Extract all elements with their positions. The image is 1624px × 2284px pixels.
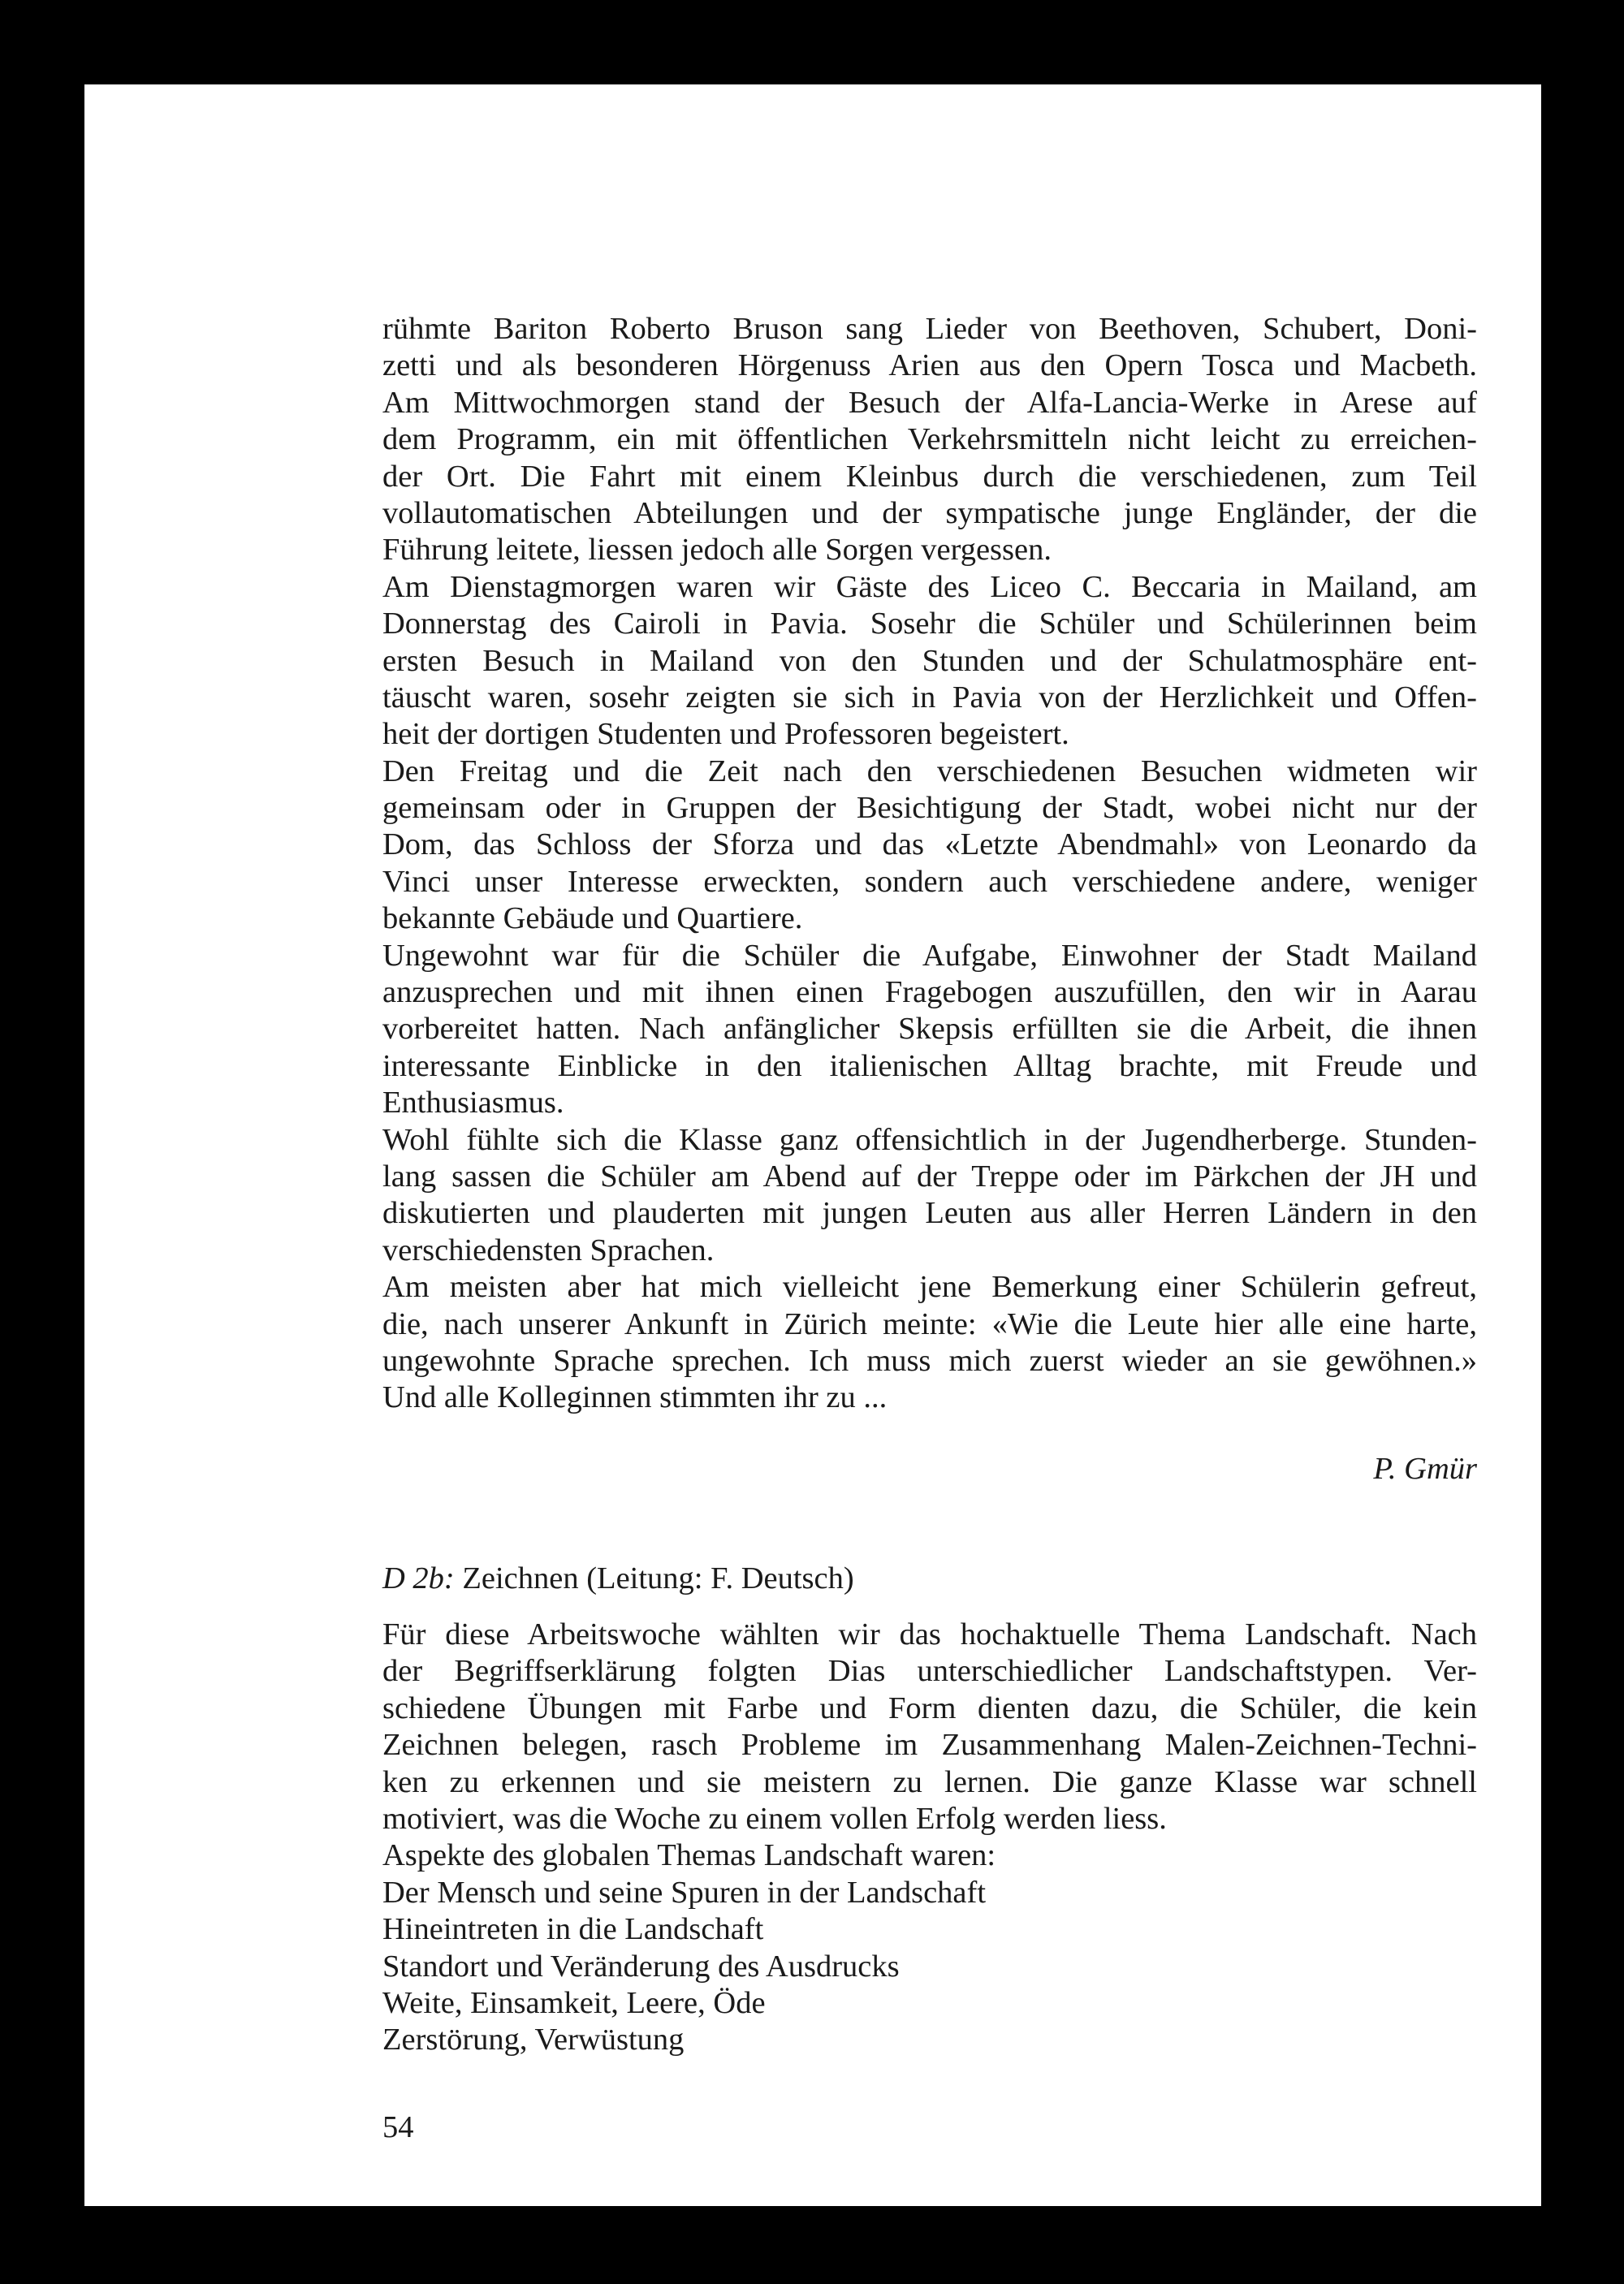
text-line: der Ort. Die Fahrt mit einem Kleinbus durch die verschiedenen, zum Teil [382, 459, 1477, 494]
text-line: verschiedensten Sprachen. [382, 1233, 715, 1267]
text-line: anzusprechen und mit ihnen einen Fragebogen auszufüllen, den wir in Aarau [382, 975, 1477, 1010]
text-line: Ungewohnt war für die Schüler die Aufgabe, Einwohner der Stadt Mailand [382, 938, 1477, 973]
text-line: täuscht waren, sosehr zeigten sie sich in Pavia von der Herzlichkeit und Offen- [382, 680, 1477, 715]
text-line: Enthusiasmus. [382, 1086, 564, 1120]
text-line: Am Mittwochmorgen stand der Besuch der Alfa-Lancia-Werke in Arese auf [382, 385, 1477, 420]
text-line: ken zu erkennen und sie meistern zu lernen. Die ganze Klasse war schnell [382, 1764, 1477, 1799]
article-body [382, 311, 1477, 1417]
text-line: Der Mensch und seine Spuren in der Landschaft [382, 1875, 987, 1910]
text-line: ersten Besuch in Mailand von den Stunden und der Schulatmosphäre ent- [382, 643, 1477, 678]
page [84, 84, 1541, 2206]
text-line: Dom, das Schloss der Sforza und das «Letzte Abendmahl» von Leonardo da [382, 827, 1477, 862]
text-line: Vinci unser Interesse erweckten, sondern auch verschiedene andere, weniger [382, 864, 1477, 899]
section-title: Zeichnen (Leitung: F. Deutsch) [462, 1561, 854, 1595]
text-line: Am meisten aber hat mich vielleicht jene Bemerkung einer Schülerin gefreut, [382, 1270, 1477, 1305]
text-line: ungewohnte Sprache sprechen. Ich muss mich zuerst wieder an sie gewöhnen.» [382, 1343, 1477, 1378]
text-line: Den Freitag und die Zeit nach den verschiedenen Besuchen widmeten wir [382, 753, 1477, 788]
text-line: Am Dienstagmorgen waren wir Gäste des Liceo C. Beccaria in Mailand, am [382, 569, 1477, 604]
text-line: Aspekte des globalen Themas Landschaft waren: [382, 1838, 996, 1873]
text-line: Zeichnen belegen, rasch Probleme im Zusammenhang Malen-Zeichnen-Techni- [382, 1728, 1477, 1763]
text-line: die, nach unserer Ankunft in Zürich meinte: «Wie die Leute hier alle eine harte, [382, 1306, 1477, 1341]
text-line: Für diese Arbeitswoche wählten wir das hochaktuelle Thema Landschaft. Nach [382, 1617, 1477, 1651]
text-line: Zerstörung, Verwüstung [382, 2023, 685, 2057]
text-line: rühmte Bariton Roberto Bruson sang Lieder von Beethoven, Schubert, Doni- [382, 312, 1477, 346]
text-line: gemeinsam oder in Gruppen der Besichtigung der Stadt, wobei nicht nur der [382, 791, 1477, 826]
text-line: bekannte Gebäude und Quartiere. [382, 901, 803, 936]
text-line: motiviert, was die Woche zu einem vollen Erfolg werden liess. [382, 1801, 1167, 1836]
page-number: 54 [382, 2110, 414, 2144]
text-line: schiedene Übungen mit Farbe und Form dienten dazu, die Schüler, die kein [382, 1690, 1477, 1725]
text-line: Und alle Kolleginnen stimmten ihr zu ... [382, 1380, 888, 1415]
text-line: diskutierten und plauderten mit jungen Leuten aus aller Herren Ländern in den [382, 1196, 1477, 1231]
text-line: Weite, Einsamkeit, Leere, Öde [382, 1985, 766, 2020]
section-heading [382, 1561, 854, 1597]
text-line: dem Programm, ein mit öffentlichen Verkehrsmitteln nicht leicht zu erreichen- [382, 422, 1477, 457]
text-line: heit der dortigen Studenten und Professoren begeistert. [382, 717, 1069, 752]
text-line: interessante Einblicke in den italienischen Alltag brachte, mit Freude und [382, 1048, 1477, 1083]
text-line: Wohl fühlte sich die Klasse ganz offensichtlich in der Jugendherberge. Stunden- [382, 1122, 1477, 1157]
text-line: Führung leitete, liessen jedoch alle Sorgen vergessen. [382, 533, 1052, 568]
text-line: Standort und Veränderung des Ausdrucks [382, 1949, 900, 1984]
text-line: der Begriffserklärung folgten Dias unterschiedlicher Landschaftstypen. Ver- [382, 1654, 1477, 1689]
text-line: lang sassen die Schüler am Abend auf der Treppe oder im Pärkchen der JH und [382, 1159, 1477, 1194]
text-line: vorbereitet hatten. Nach anfänglicher Skepsis erfüllten sie die Arbeit, die ihnen [382, 1012, 1477, 1047]
author-signature: P. Gmür [1373, 1452, 1477, 1486]
text-line: Donnerstag des Cairoli in Pavia. Sosehr die Schüler und Schülerinnen beim [382, 607, 1477, 641]
section-label: D 2b: [382, 1561, 455, 1595]
text-line: Hineintreten in die Landschaft [382, 1912, 764, 1947]
text-line: vollautomatischen Abteilungen und der sympatische junge Engländer, der die [382, 495, 1477, 530]
section-body [382, 1617, 1477, 2059]
text-line: zetti und als besonderen Hörgenuss Arien aus den Opern Tosca und Macbeth. [382, 348, 1477, 383]
